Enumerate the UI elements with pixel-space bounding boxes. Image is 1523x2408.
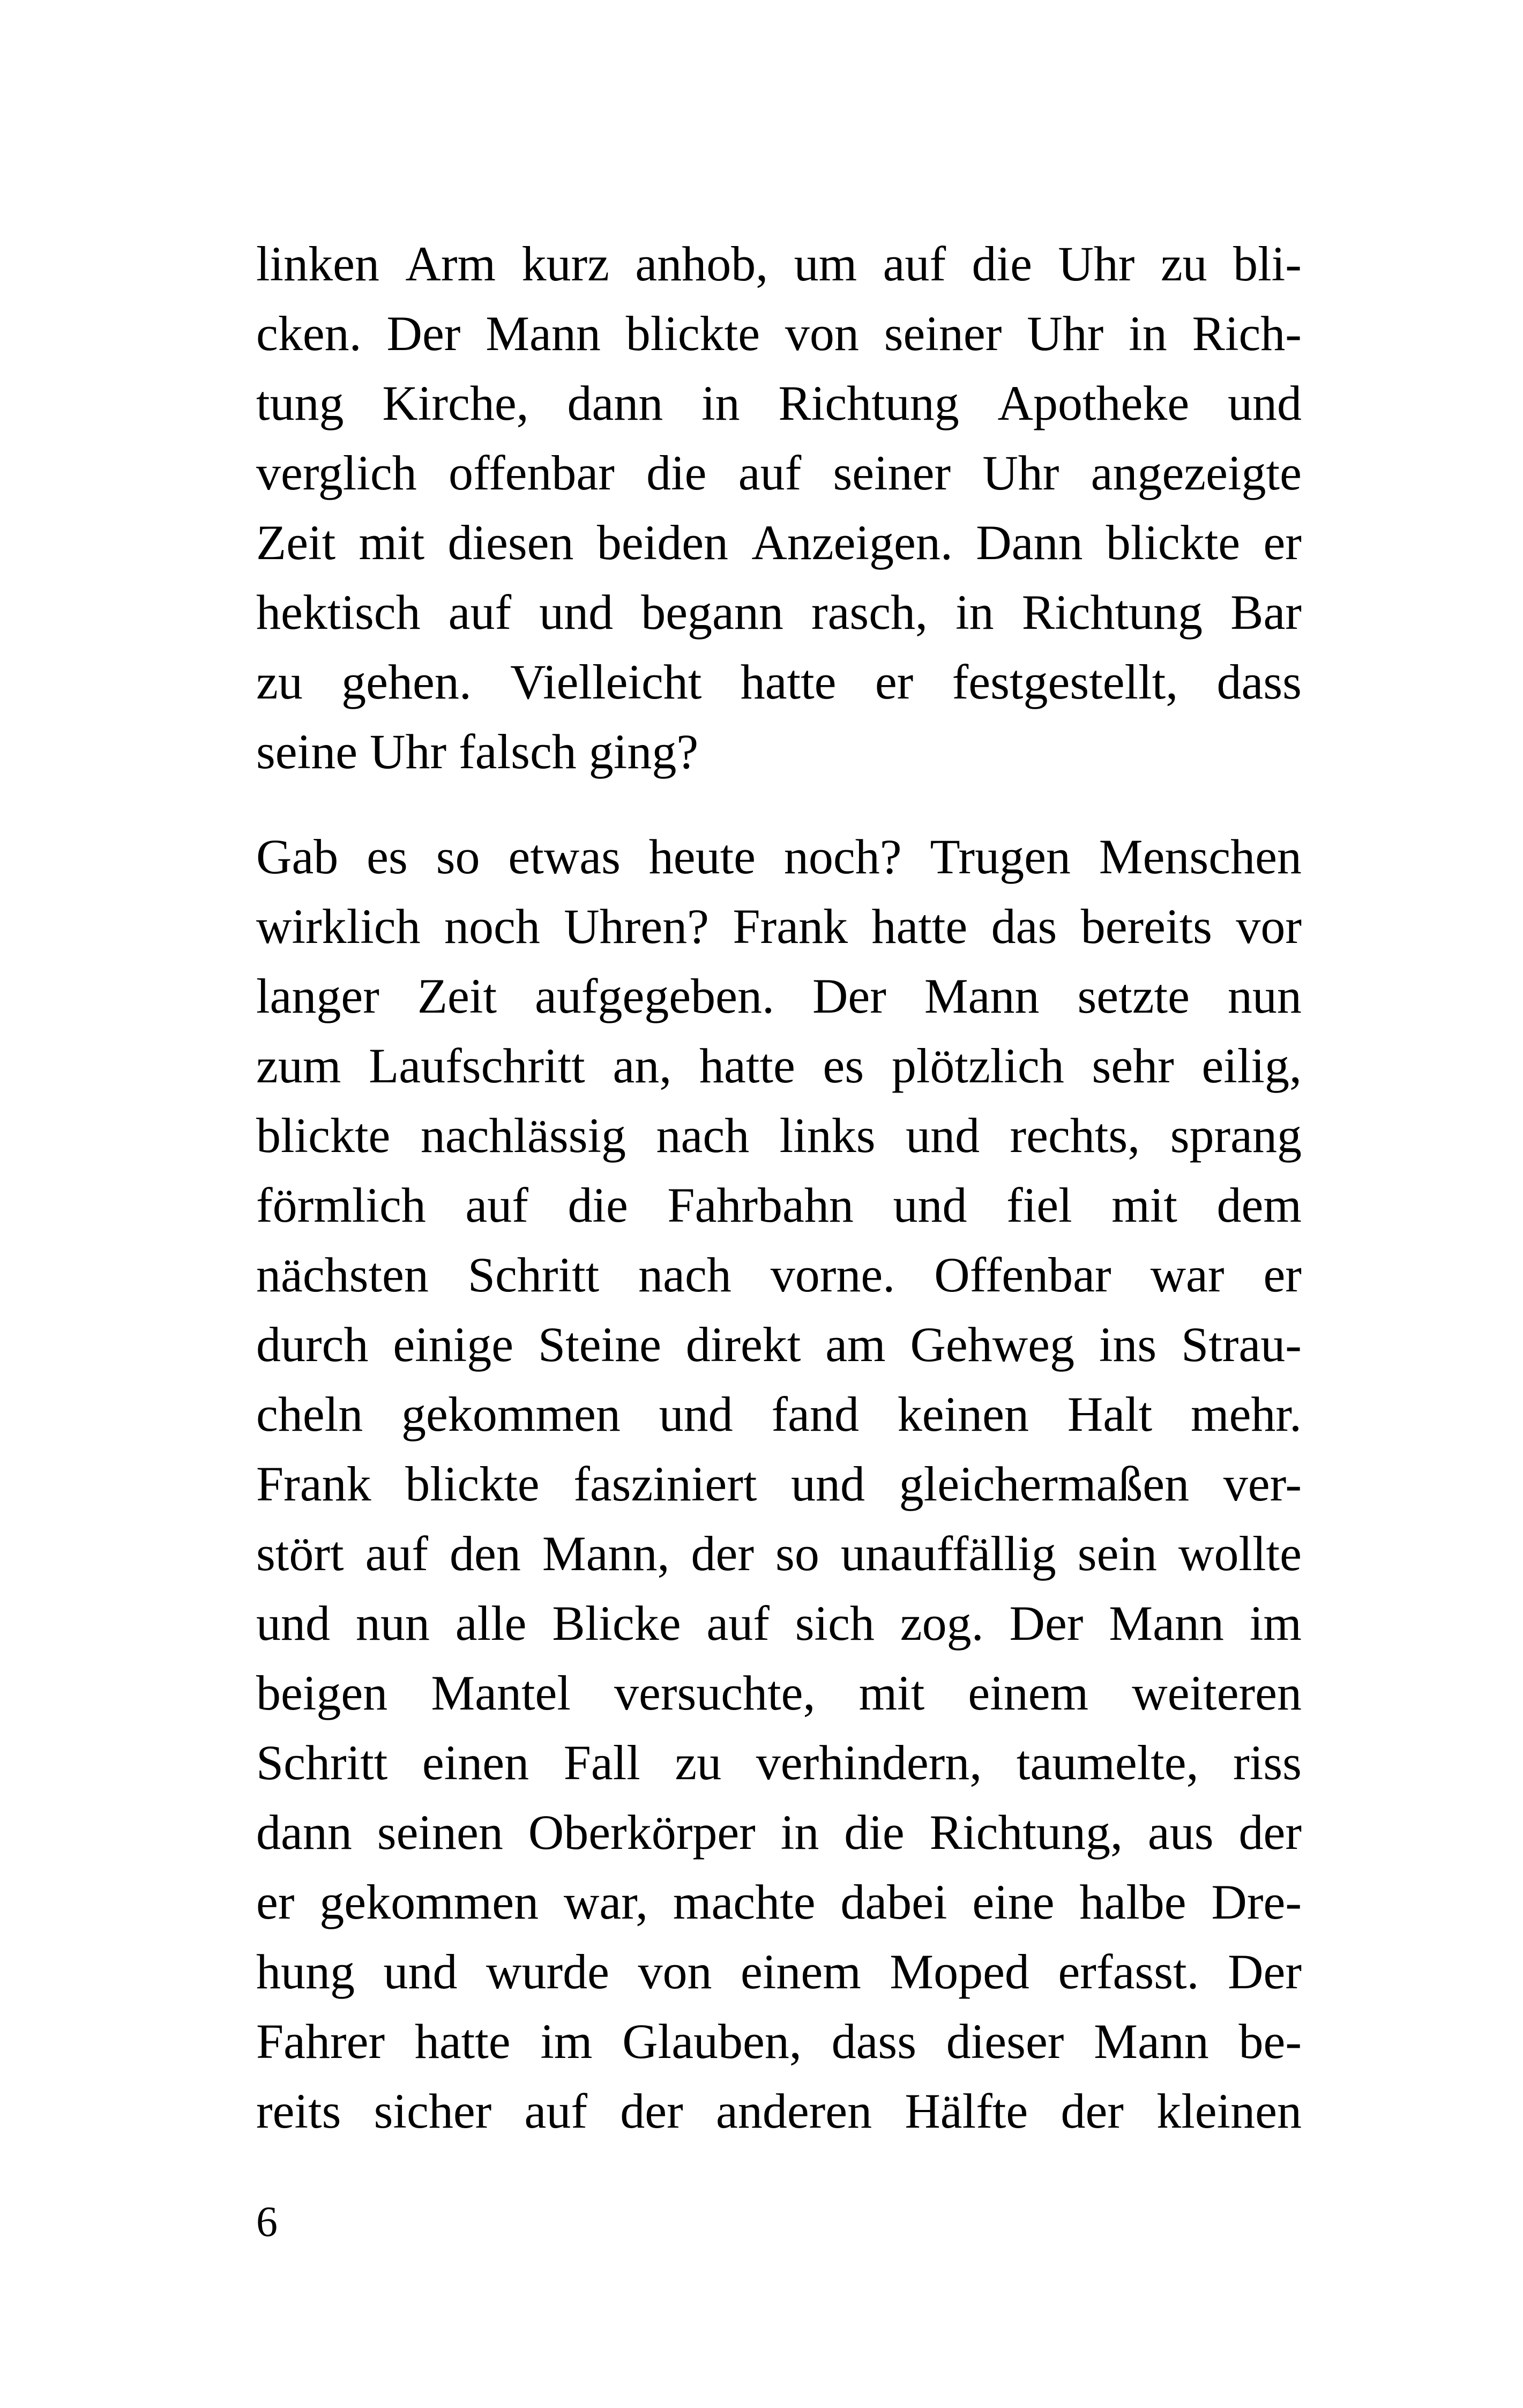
word: offenbar <box>448 445 615 500</box>
word: auf <box>365 1526 429 1581</box>
word: festgestellt, <box>952 655 1178 709</box>
word: er <box>1263 1247 1302 1302</box>
word: der <box>1061 2084 1124 2138</box>
text-line <box>256 2076 1302 2146</box>
word: fasziniert <box>573 1456 757 1511</box>
text-line <box>256 822 1302 891</box>
text-line <box>256 1797 1302 1867</box>
word: Menschen <box>1099 829 1302 884</box>
word: so <box>775 1526 819 1581</box>
word: Strau- <box>1181 1317 1302 1372</box>
word: Mantel <box>431 1666 571 1720</box>
word: mit <box>1111 1178 1177 1232</box>
word: aufgegeben. <box>535 969 774 1023</box>
text-line <box>256 368 1302 438</box>
word: auf <box>524 2084 588 2138</box>
word: die <box>646 445 707 500</box>
word: Schritt <box>256 1735 388 1790</box>
text-line <box>256 961 1302 1031</box>
word: mit <box>359 515 425 570</box>
word: hatte <box>699 1038 795 1093</box>
paragraph <box>256 229 1302 786</box>
word: beiden <box>596 515 729 570</box>
word: Dann <box>976 515 1083 570</box>
word: so <box>436 829 480 884</box>
word: dabei <box>840 1875 947 1929</box>
word: bli- <box>1233 236 1302 291</box>
word: unauffällig <box>840 1526 1056 1581</box>
word: rasch, <box>811 585 928 640</box>
word: Schritt <box>467 1247 600 1302</box>
word: von <box>785 306 859 361</box>
word: Gab <box>256 829 339 884</box>
word: sicher <box>374 2084 492 2138</box>
word: eilig, <box>1201 1038 1302 1093</box>
word: Der <box>812 969 886 1023</box>
text-line <box>256 1031 1302 1101</box>
word: Offenbar <box>934 1247 1111 1302</box>
text-line <box>256 1588 1302 1658</box>
word: heute <box>648 829 756 884</box>
word: war <box>1150 1247 1225 1302</box>
text-line <box>256 1519 1302 1588</box>
word: seiner <box>884 306 1002 361</box>
word: Fahrer <box>256 2014 385 2069</box>
word: durch <box>256 1317 369 1372</box>
word: sprang <box>1170 1108 1302 1163</box>
word: zu <box>675 1735 722 1790</box>
word: anderen <box>715 2084 872 2138</box>
word: Fahrbahn <box>667 1178 854 1232</box>
word: in <box>701 376 740 430</box>
word: Frank <box>733 899 848 954</box>
word: und <box>539 585 614 640</box>
word: und <box>1227 376 1302 430</box>
word: es <box>823 1038 864 1093</box>
word: Fall <box>563 1735 640 1790</box>
word: mehr. <box>1191 1387 1302 1441</box>
word: dann <box>256 1805 352 1860</box>
word: es <box>367 829 408 884</box>
text-line <box>256 577 1302 647</box>
word: wollte <box>1178 1526 1302 1581</box>
word: blickte <box>256 1108 391 1163</box>
word: weiteren <box>1132 1666 1302 1720</box>
word: gehen. <box>341 655 472 709</box>
word: auf <box>738 445 802 500</box>
word: in <box>780 1805 819 1860</box>
word: rechts, <box>1010 1108 1140 1163</box>
word: Mann <box>1094 2014 1209 2069</box>
text-line <box>256 1101 1302 1170</box>
word: Mann <box>486 306 601 361</box>
word: und <box>893 1178 967 1232</box>
word: vor <box>1236 899 1302 954</box>
word: Uhr <box>982 445 1059 500</box>
text-line <box>256 1310 1302 1379</box>
word: im <box>1249 1596 1302 1651</box>
word: Zeit <box>256 515 336 570</box>
text-line <box>256 1728 1302 1797</box>
word: Der <box>1009 1596 1084 1651</box>
word: er <box>875 655 914 709</box>
word: zu <box>1160 236 1207 291</box>
text-line <box>256 1170 1302 1240</box>
word: Dre- <box>1211 1875 1302 1929</box>
text-line <box>256 1658 1302 1728</box>
word: angezeigte <box>1091 445 1302 500</box>
page-number: 6 <box>256 2198 278 2246</box>
word: Richtung, <box>929 1805 1123 1860</box>
word: Rich- <box>1192 306 1302 361</box>
word: dann <box>567 376 663 430</box>
text-line <box>256 647 1302 717</box>
word: stört <box>256 1526 344 1581</box>
word: langer <box>256 969 379 1023</box>
word: Richtung <box>778 376 959 430</box>
word: gekommen <box>401 1387 621 1441</box>
word: sein <box>1077 1526 1157 1581</box>
word: Uhren? <box>564 899 709 954</box>
word: plötzlich <box>891 1038 1064 1093</box>
word: dem <box>1216 1178 1302 1232</box>
word: die <box>972 236 1032 291</box>
word: aus <box>1147 1805 1214 1860</box>
word: blickte <box>625 306 760 361</box>
word: Kirche, <box>382 376 529 430</box>
word: Mann <box>924 969 1040 1023</box>
word: erfasst. <box>1058 1944 1199 1999</box>
text-line <box>256 1867 1302 1937</box>
word: nachlässig <box>420 1108 626 1163</box>
word: fiel <box>1006 1178 1072 1232</box>
word: auf <box>465 1178 528 1232</box>
word: diesen <box>447 515 574 570</box>
word: die <box>568 1178 628 1232</box>
word: Frank <box>256 1456 371 1511</box>
word: anhob, <box>635 236 768 291</box>
text-line <box>256 438 1302 508</box>
word: be- <box>1238 2014 1302 2069</box>
word: das <box>991 899 1057 954</box>
word: und <box>383 1944 458 1999</box>
word: einem <box>740 1944 861 1999</box>
word: Anzeigen. <box>751 515 953 570</box>
text-line <box>256 1379 1302 1449</box>
word: und <box>906 1108 980 1163</box>
word: wurde <box>486 1944 609 1999</box>
word: förmlich <box>256 1178 426 1232</box>
page-text <box>256 229 1302 2146</box>
word: mit <box>858 1666 925 1720</box>
word: sich <box>795 1596 875 1651</box>
word: machte <box>673 1875 816 1929</box>
word: er <box>256 1875 295 1929</box>
word: blickte <box>405 1456 540 1511</box>
word: reits <box>256 2084 341 2138</box>
word: Blicke <box>552 1596 681 1651</box>
word: gleichermaßen <box>899 1456 1190 1511</box>
word: auf <box>883 236 946 291</box>
word: taumelte, <box>1016 1735 1199 1790</box>
word: kleinen <box>1156 2084 1302 2138</box>
word: noch <box>444 899 540 954</box>
word: er <box>1263 515 1302 570</box>
text-line <box>256 299 1302 368</box>
word: hatte <box>871 899 968 954</box>
text-line <box>256 229 1302 299</box>
word: vorne. <box>770 1247 895 1302</box>
word: der <box>620 2084 683 2138</box>
word: tung <box>256 376 344 430</box>
word: hung <box>256 1944 355 1999</box>
word: und <box>791 1456 865 1511</box>
word: seiner <box>833 445 951 500</box>
text-line <box>256 2006 1302 2076</box>
word: Hälfte <box>905 2084 1028 2138</box>
text-line <box>256 1240 1302 1310</box>
word: Richtung <box>1021 585 1203 640</box>
word: und <box>659 1387 733 1441</box>
word: die <box>844 1805 905 1860</box>
word: Mann <box>1109 1596 1224 1651</box>
word: beigen <box>256 1666 388 1720</box>
text-line <box>256 508 1302 577</box>
word: der <box>1238 1805 1302 1860</box>
word: im <box>540 2014 593 2069</box>
word: Zeit <box>417 969 497 1023</box>
word: Arm <box>405 236 496 291</box>
word: nach <box>638 1247 731 1302</box>
paragraph <box>256 822 1302 2146</box>
word: war, <box>563 1875 648 1929</box>
word: dass <box>831 2014 917 2069</box>
word: Mann, <box>542 1526 670 1581</box>
word: an, <box>613 1038 672 1093</box>
word: links <box>779 1108 876 1163</box>
word: Gehweg <box>910 1317 1075 1372</box>
word: kurz <box>521 236 609 291</box>
word: verglich <box>256 445 417 500</box>
word: Uhr <box>1027 306 1104 361</box>
word: zum <box>256 1038 341 1093</box>
word: den <box>450 1526 521 1581</box>
word: zu <box>256 655 303 709</box>
word: setzte <box>1077 969 1190 1023</box>
word: direkt <box>685 1317 801 1372</box>
word: hektisch <box>256 585 421 640</box>
word: nun <box>355 1596 430 1651</box>
word: cheln <box>256 1387 363 1441</box>
word: Steine <box>537 1317 661 1372</box>
word: dass <box>1216 655 1302 709</box>
word: bereits <box>1080 899 1212 954</box>
word: hatte <box>414 2014 511 2069</box>
word: Apotheke <box>997 376 1190 430</box>
word: blickte <box>1106 515 1241 570</box>
word: Vielleicht <box>510 655 702 709</box>
word: sehr <box>1092 1038 1174 1093</box>
word: begann <box>641 585 783 640</box>
word: noch? <box>783 829 902 884</box>
word: dieser <box>946 2014 1064 2069</box>
word: in <box>1129 306 1167 361</box>
word: halbe <box>1079 1875 1186 1929</box>
word: einige <box>393 1317 514 1372</box>
word: Glauben, <box>622 2014 802 2069</box>
word: einem <box>968 1666 1089 1720</box>
word: seinen <box>377 1805 503 1860</box>
word: auf <box>706 1596 770 1651</box>
word: zog. <box>900 1596 984 1651</box>
word: und <box>256 1596 330 1651</box>
word: etwas <box>508 829 621 884</box>
word: nun <box>1227 969 1302 1023</box>
word: Laufschritt <box>369 1038 585 1093</box>
word: von <box>638 1944 712 1999</box>
word: am <box>825 1317 886 1372</box>
word: ver- <box>1223 1456 1302 1511</box>
word: wirklich <box>256 899 421 954</box>
word: alle <box>455 1596 527 1651</box>
word: fand <box>771 1387 859 1441</box>
word: nach <box>656 1108 750 1163</box>
word: nächsten <box>256 1247 429 1302</box>
word: riss <box>1233 1735 1302 1790</box>
word: Der <box>1228 1944 1302 1999</box>
word: Oberkörper <box>528 1805 756 1860</box>
text-line <box>256 1937 1302 2006</box>
word: eine <box>972 1875 1055 1929</box>
text-line <box>256 891 1302 961</box>
word: cken. <box>256 306 362 361</box>
word: Moped <box>890 1944 1029 1999</box>
word: Trugen <box>930 829 1071 884</box>
word: keinen <box>897 1387 1029 1441</box>
word: Halt <box>1067 1387 1153 1441</box>
word: Der <box>386 306 461 361</box>
word: hatte <box>740 655 837 709</box>
word: verhindern, <box>756 1735 982 1790</box>
word: einen <box>422 1735 529 1790</box>
word: Bar <box>1230 585 1302 640</box>
word: gekommen <box>319 1875 539 1929</box>
word: versuchte, <box>614 1666 816 1720</box>
word: Uhr <box>1058 236 1135 291</box>
word: in <box>955 585 994 640</box>
word: der <box>691 1526 755 1581</box>
word: um <box>794 236 857 291</box>
text-line <box>256 1449 1302 1519</box>
word: ins <box>1099 1317 1157 1372</box>
word: auf <box>448 585 512 640</box>
text-line: seine Uhr falsch ging? <box>256 724 699 779</box>
word: linken <box>256 236 379 291</box>
